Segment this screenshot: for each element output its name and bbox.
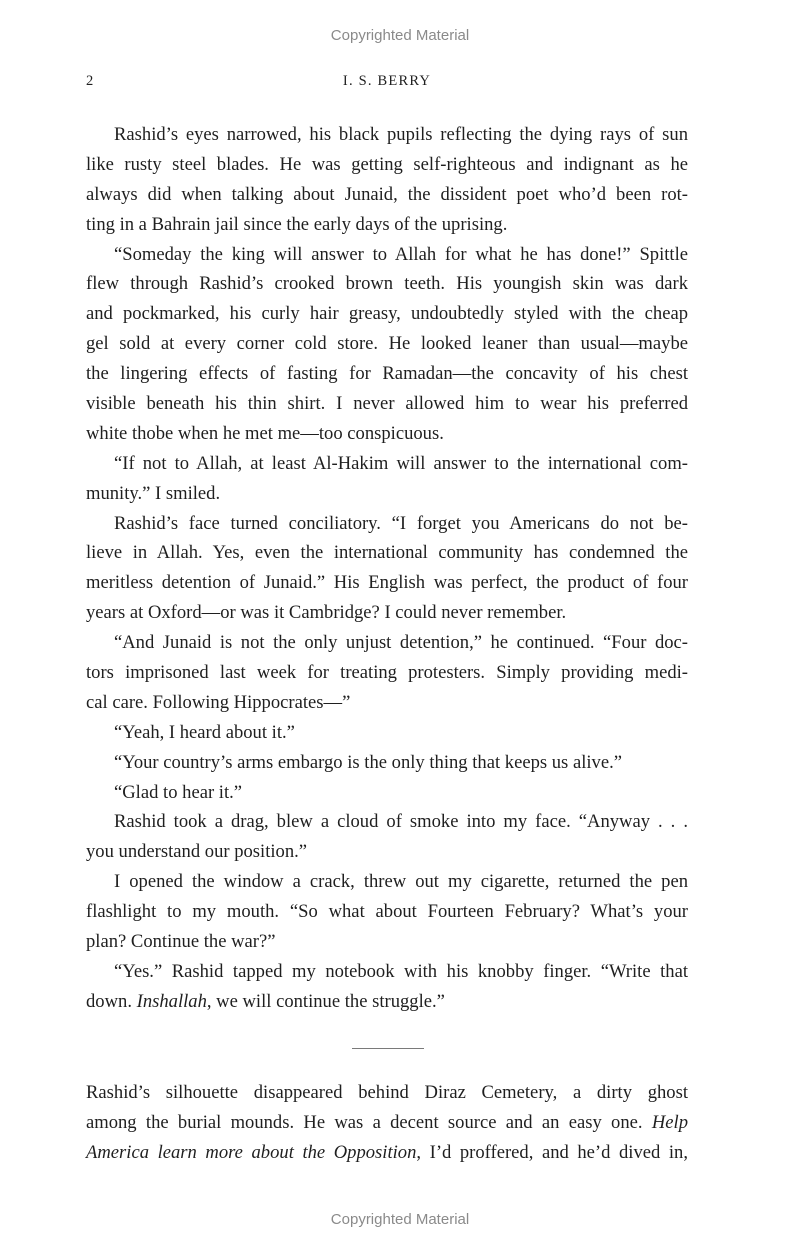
text-line: Rashid’s face turned conciliatory. “I forget you Americans do not be- <box>114 512 688 534</box>
text-line: “If not to Allah, at least Al-Hakim will answer to the international com- <box>114 452 688 474</box>
text-line <box>86 1138 688 1168</box>
text-line: like rusty steel blades. He was getting self-righteous and indignant as he <box>86 153 688 175</box>
text-line: flashlight to my mouth. “So what about Fourteen February? What’s your <box>86 901 688 923</box>
text-line: “Someday the king will answer to Allah for what he has done!” Spittle <box>114 243 688 265</box>
text-line: cal care. Following Hippocrates—” <box>86 691 351 713</box>
italic-text: Help <box>651 1111 688 1133</box>
text-line: gel sold at every corner cold store. He looked leaner than usual—maybe <box>86 333 688 355</box>
italic-text: America learn more about the Opposition <box>86 1141 417 1163</box>
text-line: “Yeah, I heard about it.” <box>114 721 295 743</box>
text-line: “Your country’s arms embargo is the only thing that keeps us alive.” <box>114 751 622 773</box>
italic-text: Inshallah <box>136 990 207 1012</box>
text-line: plan? Continue the war?” <box>86 931 276 953</box>
page-number: 2 <box>86 73 95 89</box>
section-break-rule <box>352 1048 424 1049</box>
text-line: “And Junaid is not the only unjust detention,” he continued. “Four doc- <box>114 632 688 654</box>
text-line: “Yes.” Rashid tapped my notebook with his knobby finger. “Write that <box>114 960 688 982</box>
text-line: Rashid’s silhouette disappeared behind Diraz Cemetery, a dirty ghost <box>86 1082 688 1103</box>
text-line: Rashid’s eyes narrowed, his black pupils reflecting the dying rays of sun <box>114 124 688 145</box>
text-line <box>86 1108 688 1138</box>
text-run: , we will continue the struggle.” <box>206 990 445 1012</box>
text-line: meritless detention of Junaid.” His English was perfect, the product of four <box>86 572 688 594</box>
text-line: ting in a Bahrain jail since the early days of the uprising. <box>86 213 508 235</box>
text-line: Rashid took a drag, blew a cloud of smoke into my face. “Anyway . . . <box>114 811 688 833</box>
copyright-watermark-bottom: Copyrighted Material <box>330 1211 470 1228</box>
text-line: you understand our position.” <box>86 841 308 863</box>
text-line: always did when talking about Junaid, the dissident poet who’d been rot- <box>86 183 688 205</box>
text-line: tors imprisoned last week for treating protesters. Simply providing medi- <box>86 662 688 684</box>
text-line: and pockmarked, his curly hair greasy, undoubtedly styled with the cheap <box>86 303 688 325</box>
text-line: lieve in Allah. Yes, even the international community has condemned the <box>86 542 688 564</box>
text-line <box>86 987 688 1017</box>
running-head-author: I. S. BERRY <box>342 73 432 89</box>
text-line: munity.” I smiled. <box>86 482 221 504</box>
text-line: flew through Rashid’s crooked brown teeth. His youngish skin was dark <box>86 273 688 295</box>
text-line: I opened the window a crack, threw out my cigarette, returned the pen <box>114 871 688 893</box>
copyright-watermark-top: Copyrighted Material <box>330 27 470 44</box>
text-line: “Glad to hear it.” <box>114 781 243 803</box>
body-text-section-1 <box>86 120 688 1017</box>
text-line: years at Oxford—or was it Cambridge? I could never remember. <box>86 602 567 624</box>
text-run: among the burial mounds. He was a decent source and an easy one. <box>86 1111 652 1133</box>
running-head <box>86 73 688 95</box>
text-run: down. <box>86 990 137 1012</box>
text-run: , I’d proffered, and he’d dived in, <box>416 1141 688 1163</box>
text-line: visible beneath his thin shirt. I never allowed him to wear his preferred <box>86 393 688 415</box>
text-line: white thobe when he met me—too conspicuous. <box>86 422 444 444</box>
text-line: the lingering effects of fasting for Ramadan—the concavity of his chest <box>86 363 688 385</box>
body-text-section-2 <box>86 1078 688 1168</box>
